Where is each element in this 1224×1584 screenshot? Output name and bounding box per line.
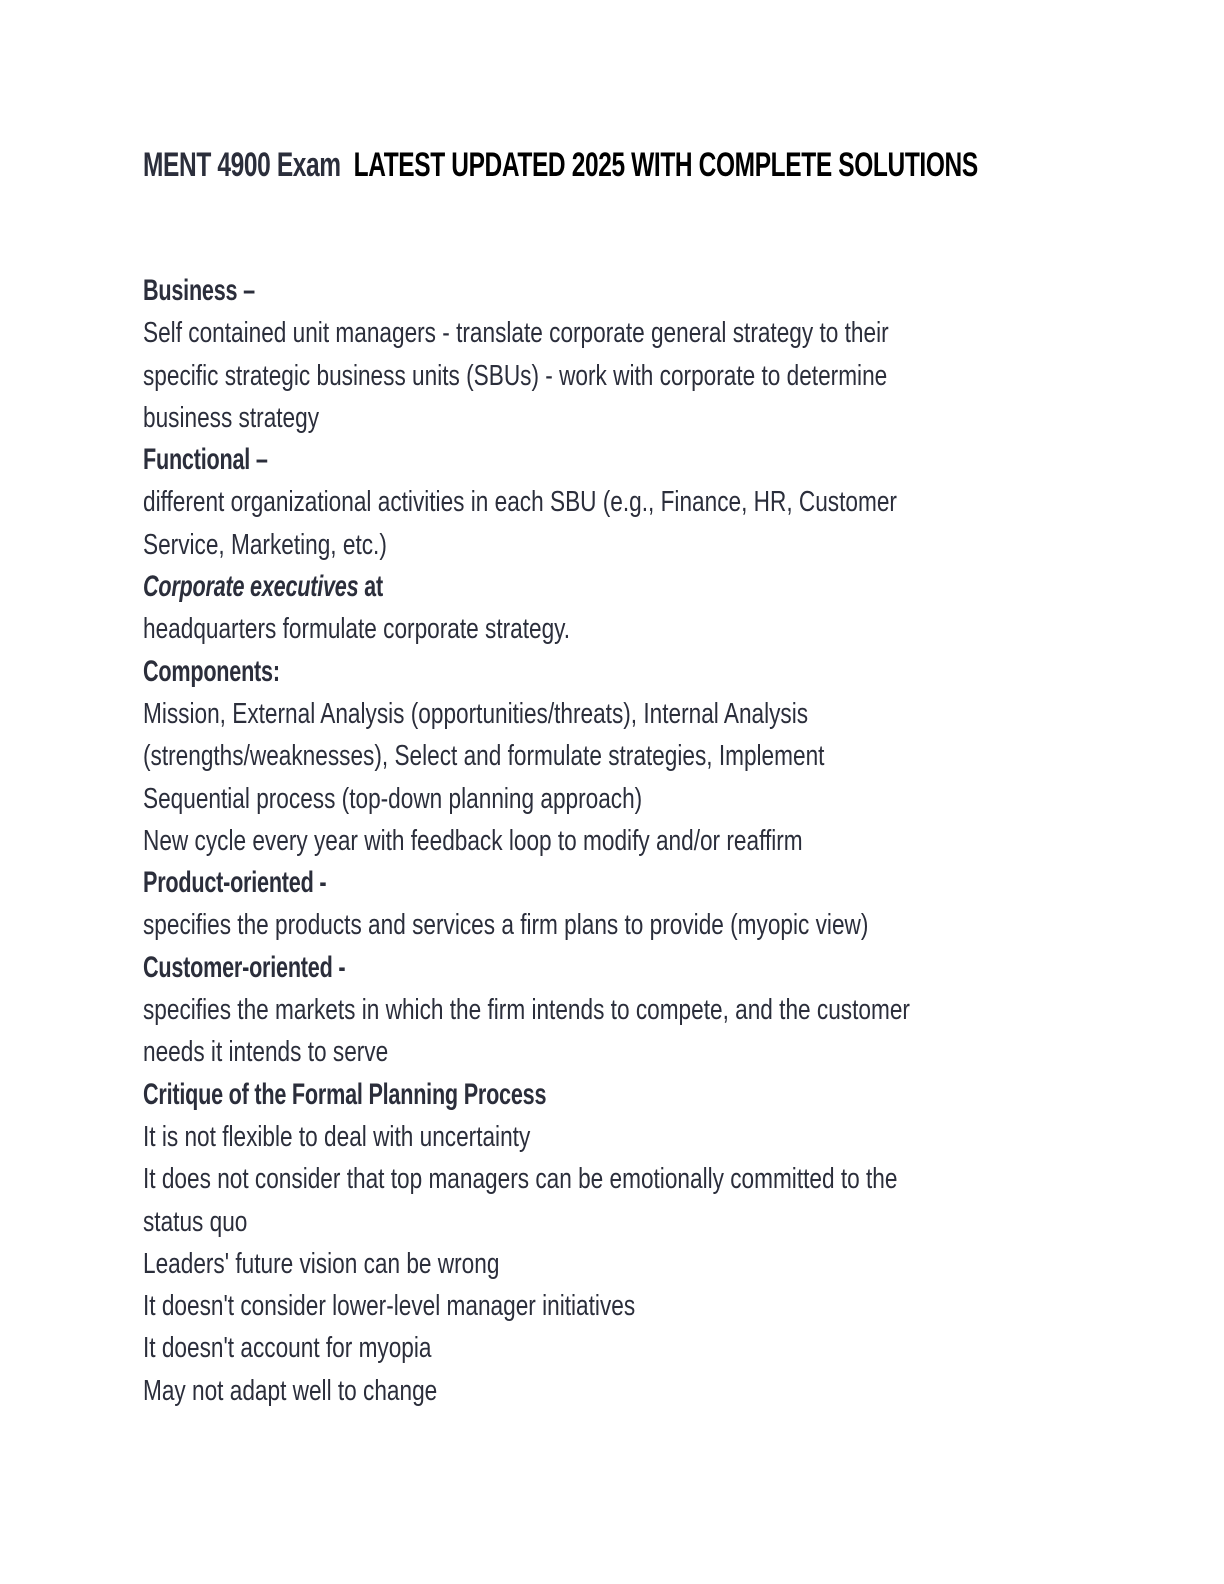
heading-suffix: at [364,570,383,604]
text-line: It doesn't account for myopia [143,1332,432,1365]
text-line: status quo [143,1205,248,1238]
text-line: needs it intends to serve [143,1036,389,1069]
text-line: Service, Marketing, etc.) [143,528,387,561]
heading-functional: Functional – [143,443,268,477]
text-line: Self contained unit managers - translate corporate general strategy to their [143,317,889,350]
text-line: It doesn't consider lower-level manager initiatives [143,1290,636,1323]
italic-heading: Corporate executives [143,570,359,604]
text-line: (strengths/weaknesses), Select and formulate strategies, Implement [143,740,825,773]
course-code: MENT 4900 Exam [143,146,341,184]
text-line: It does not consider that top managers can be emotionally committed to the [143,1163,898,1196]
heading-critique: Critique of the Formal Planning Process [143,1077,547,1111]
heading-business: Business – [143,274,255,307]
text-line: business strategy [143,401,320,434]
text-line: It is not flexible to deal with uncertainty [143,1120,531,1153]
document-title [143,146,978,185]
title-rest: LATEST UPDATED 2025 WITH COMPLETE SOLUTIONS [353,146,978,184]
text-line: specifies the products and services a firm plans to provide (myopic view) [143,909,869,942]
document-body [143,270,1126,1412]
text-line: Leaders' future vision can be wrong [143,1247,500,1280]
text-line: specifies the markets in which the firm intends to compete, and the customer [143,994,910,1027]
text-line: headquarters formulate corporate strategy. [143,613,571,646]
heading-customer-oriented: Customer-oriented - [143,950,346,984]
text-line: Sequential process (top-down planning approach) [143,782,643,815]
heading-components: Components: [143,654,280,688]
heading-corporate-executives [143,566,1126,608]
heading-product-oriented: Product-oriented - [143,866,327,900]
text-line: different organizational activities in each SBU (e.g., Finance, HR, Customer [143,486,897,519]
text-line: New cycle every year with feedback loop to modify and/or reaffirm [143,824,803,857]
text-line: specific strategic business units (SBUs) - work with corporate to determine [143,359,888,392]
text-line: May not adapt well to change [143,1374,438,1407]
text-line: Mission, External Analysis (opportunities/threats), Internal Analysis [143,697,809,730]
